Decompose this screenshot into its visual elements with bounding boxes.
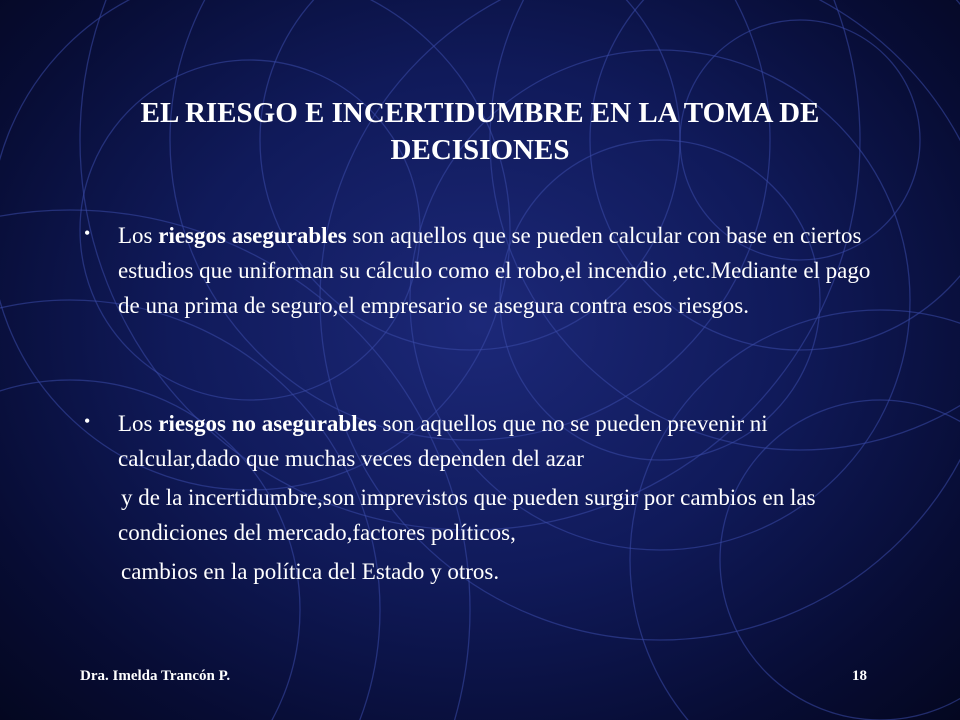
footer-author: Dra. Imelda Trancón P. bbox=[80, 668, 231, 684]
bullet-2-bold-term: riesgos no asegurables bbox=[158, 411, 377, 436]
bullet-2-text: son aquellos que no se pueden prevenir ni calcular,dado que muchas veces dependen del azar bbox=[118, 411, 768, 471]
bullet-uninsurable-risks bbox=[84, 406, 888, 589]
slide-title bbox=[80, 95, 880, 169]
footer-page-number: 18 bbox=[852, 668, 867, 684]
bullet-insurable-risks bbox=[84, 218, 888, 323]
bullet-2-prefix: Los bbox=[118, 411, 159, 436]
bullet-2-continuation-1: y de la incertidumbre,son imprevistos que pueden surgir por cambios en las condiciones del mercado,factores políticos, bbox=[118, 485, 816, 545]
bullet-1-text: son aquellos que se pueden calcular con base en ciertos estudios que uniforman su cálculo como el robo,el incendio ,etc.Mediante el pago de una prima de seguro,el empresario se asegura contra esos riesgos. bbox=[118, 223, 871, 318]
bullet-dot-icon: • bbox=[84, 223, 91, 243]
bullet-2-continuation-2: cambios en la política del Estado y otros. bbox=[121, 559, 500, 584]
bullet-dot-icon: • bbox=[84, 411, 91, 431]
bullet-1-prefix: Los bbox=[118, 223, 159, 248]
slide-title-line-1: EL RIESGO E INCERTIDUMBRE EN LA TOMA DE bbox=[140, 97, 820, 129]
slide-title-line-2: DECISIONES bbox=[390, 134, 570, 166]
bullet-1-bold-term: riesgos asegurables bbox=[158, 223, 347, 248]
